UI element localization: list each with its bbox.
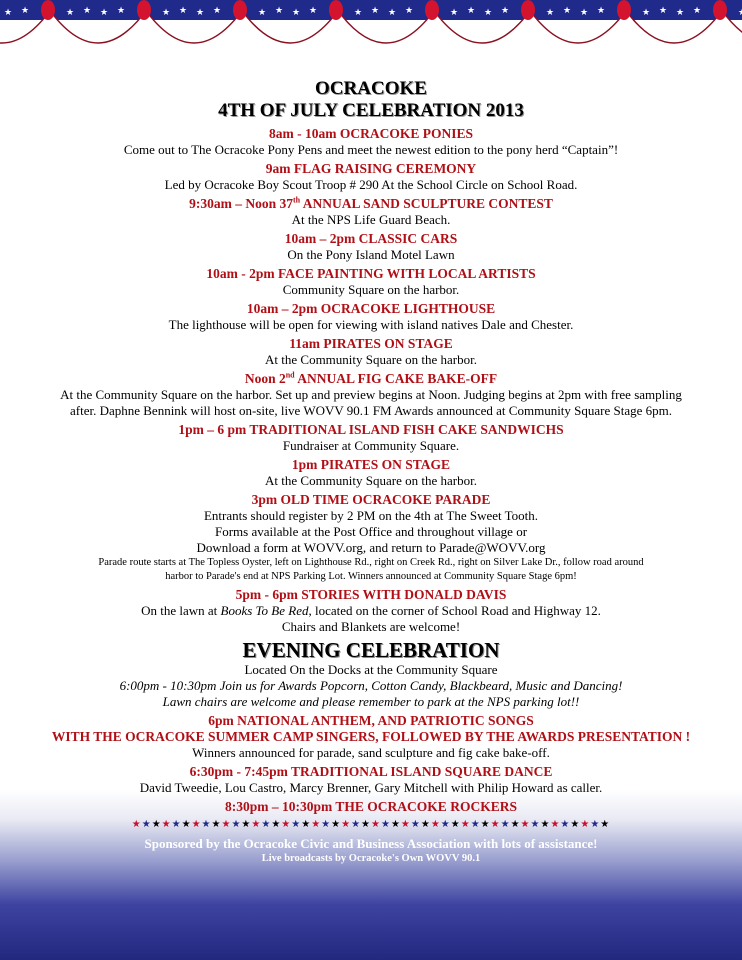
event-heading: 6:30pm - 7:45pm TRADITIONAL ISLAND SQUARE DANCE [189,764,553,779]
star-icon: ★ [231,819,242,830]
event-description: Led by Ocracoke Boy Scout Troop # 290 At the School Circle on School Road. [164,177,578,192]
star-icon: ★ [460,819,471,830]
star-icon: ★ [161,819,172,830]
star-icon: ★ [580,819,591,830]
event-pirates-1pm [0,457,742,489]
event-sand-sculpture [0,196,742,228]
broadcast-line: Live broadcasts by Ocracoke's Own WOVV 90.1 [261,853,481,864]
star-icon: ★ [380,819,391,830]
event-description: At the Community Square on the harbor. [265,352,477,367]
event-description [0,603,742,619]
event-stories [0,587,742,635]
star-icon: ★ [191,819,202,830]
star-icon: ★ [151,819,162,830]
evening-title: EVENING CELEBRATION [242,638,500,662]
event-lighthouse [0,301,742,333]
event-square-dance [0,764,742,796]
star-icon: ★ [530,819,541,830]
event-heading: 1pm PIRATES ON STAGE [291,457,451,472]
event-heading: 9am FLAG RAISING CEREMONY [265,161,477,176]
star-icon: ★ [600,819,611,830]
evening-intro [0,662,742,710]
star-icon: ★ [500,819,511,830]
star-icon: ★ [131,819,142,830]
star-icon: ★ [261,819,272,830]
evening-location: Located On the Docks at the Community Square [244,662,498,677]
event-description: Entrants should register by 2 PM on the 4th at The Sweet Tooth. [203,508,539,523]
star-icon: ★ [241,819,252,830]
event-heading: 11am PIRATES ON STAGE [289,336,453,351]
event-description: Come out to The Ocracoke Pony Pens and meet the newest edition to the pony herd “Captain”! [123,142,619,157]
event-heading [0,196,742,212]
event-description: At the Community Square on the harbor. [265,473,477,488]
event-description: At the Community Square on the harbor. Set up and preview begins at Noon. Judging begins at 2pm with free sampling [60,387,682,402]
star-icon: ★ [221,819,232,830]
star-icon: ★ [251,819,262,830]
flyer-content [0,78,742,866]
star-icon: ★ [390,819,401,830]
star-divider [0,818,742,832]
star-icon: ★ [510,819,521,830]
event-description: Winners announced for parade, sand sculpture and fig cake bake-off. [192,745,550,760]
event-description: after. Daphne Bennink will host on-site, live WOVV 90.1 FM Awards announced at Community Square Stage 6pm. [69,403,673,418]
event-description: At the NPS Life Guard Beach. [291,212,451,227]
event-rockers [0,799,742,815]
star-icon: ★ [400,819,411,830]
event-anthem [0,713,742,761]
event-heading: 8am - 10am OCRACOKE PONIES [268,126,473,141]
event-pirates-11am [0,336,742,368]
title-line-1: OCRACOKE [315,78,427,99]
parade-route-note: harbor to Parade's end at NPS Parking Lot. Winners announced at Community Square Stage 6pm! [165,571,577,582]
event-description: Community Square on the harbor. [282,282,460,297]
star-icon: ★ [470,819,481,830]
event-heading: 10am – 2pm CLASSIC CARS [284,231,458,246]
heading-text: 9:30am – Noon 37 [189,196,293,211]
star-icon: ★ [331,819,342,830]
heading-text: Noon 2 [244,371,286,386]
event-description: Fundraiser at Community Square. [282,438,460,453]
event-heading: 5pm - 6pm STORIES WITH DONALD DAVIS [235,587,507,602]
event-classic-cars [0,231,742,263]
star-icon: ★ [171,819,182,830]
star-icon: ★ [201,819,212,830]
star-icon: ★ [211,819,222,830]
star-icon: ★ [301,819,312,830]
evening-line: Lawn chairs are welcome and please remember to park at the NPS parking lot!! [162,694,580,709]
star-icon: ★ [430,819,441,830]
star-icon: ★ [321,819,332,830]
star-icon: ★ [341,819,352,830]
sponsor-line: Sponsored by the Ocracoke Civic and Business Association with lots of assistance! [144,836,598,851]
book-store-name: Books To Be Red [220,603,309,618]
star-icon: ★ [520,819,531,830]
event-heading [0,371,742,387]
event-description: On the Pony Island Motel Lawn [287,247,455,262]
star-icon: ★ [450,819,461,830]
star-icon: ★ [311,819,322,830]
heading-text: ANNUAL SAND SCULPTURE CONTEST [300,196,553,211]
desc-text: On the lawn at [141,603,221,618]
event-flag-raising [0,161,742,193]
heading-text: ANNUAL FIG CAKE BAKE-OFF [294,371,498,386]
event-face-painting [0,266,742,298]
event-description: The lighthouse will be open for viewing with island natives Dale and Chester. [168,317,574,332]
star-icon: ★ [590,819,601,830]
star-icon: ★ [281,819,292,830]
star-icon: ★ [550,819,561,830]
star-icon: ★ [490,819,501,830]
event-description: Download a form at WOVV.org, and return to Parade@WOVV.org [196,540,546,555]
parade-route-note: Parade route starts at The Topless Oyster, left on Lighthouse Rd., right on Creek Rd., right on Silver Lake Dr., follow road around [98,557,644,568]
event-heading: WITH THE OCRACOKE SUMMER CAMP SINGERS, FOLLOWED BY THE AWARDS PRESENTATION ! [51,729,691,744]
ordinal-suffix: th [292,195,301,205]
star-icon: ★ [410,819,421,830]
star-icon: ★ [291,819,302,830]
event-heading: 6pm NATIONAL ANTHEM, AND PATRIOTIC SONGS [208,713,534,728]
star-icon: ★ [480,819,491,830]
flag-bunting [0,0,742,78]
star-icon: ★ [560,819,571,830]
event-heading: 10am - 2pm FACE PAINTING WITH LOCAL ARTISTS [206,266,536,281]
star-icon: ★ [141,819,152,830]
event-description: David Tweedie, Lou Castro, Marcy Brenner, Gary Mitchell with Philip Howard as caller. [139,780,603,795]
event-heading: 1pm – 6 pm TRADITIONAL ISLAND FISH CAKE SANDWICHS [178,422,564,437]
ordinal-suffix: nd [285,370,295,380]
desc-text: , located on the corner of School Road and Highway 12. [308,603,601,618]
event-fish-cake [0,422,742,454]
star-icon: ★ [181,819,192,830]
star-icon: ★ [570,819,581,830]
star-icon: ★ [351,819,362,830]
event-heading: 3pm OLD TIME OCRACOKE PARADE [251,492,491,507]
star-icon: ★ [271,819,282,830]
event-parade [0,492,742,584]
title-line-2: 4TH OF JULY CELEBRATION 2013 [218,100,524,121]
event-heading: 8:30pm – 10:30pm THE OCRACOKE ROCKERS [225,799,517,814]
event-heading: 10am – 2pm OCRACOKE LIGHTHOUSE [246,301,496,316]
event-description: Forms available at the Post Office and throughout village or [214,524,528,539]
event-fig-cake [0,371,742,419]
star-icon: ★ [420,819,431,830]
star-icon: ★ [440,819,451,830]
event-description: Chairs and Blankets are welcome! [281,619,461,634]
event-ponies [0,126,742,158]
star-icon: ★ [371,819,381,830]
evening-line: 6:00pm - 10:30pm Join us for Awards Popcorn, Cotton Candy, Blackbeard, Music and Dancing! [119,678,623,693]
star-icon: ★ [361,819,371,830]
star-icon: ★ [540,819,551,830]
